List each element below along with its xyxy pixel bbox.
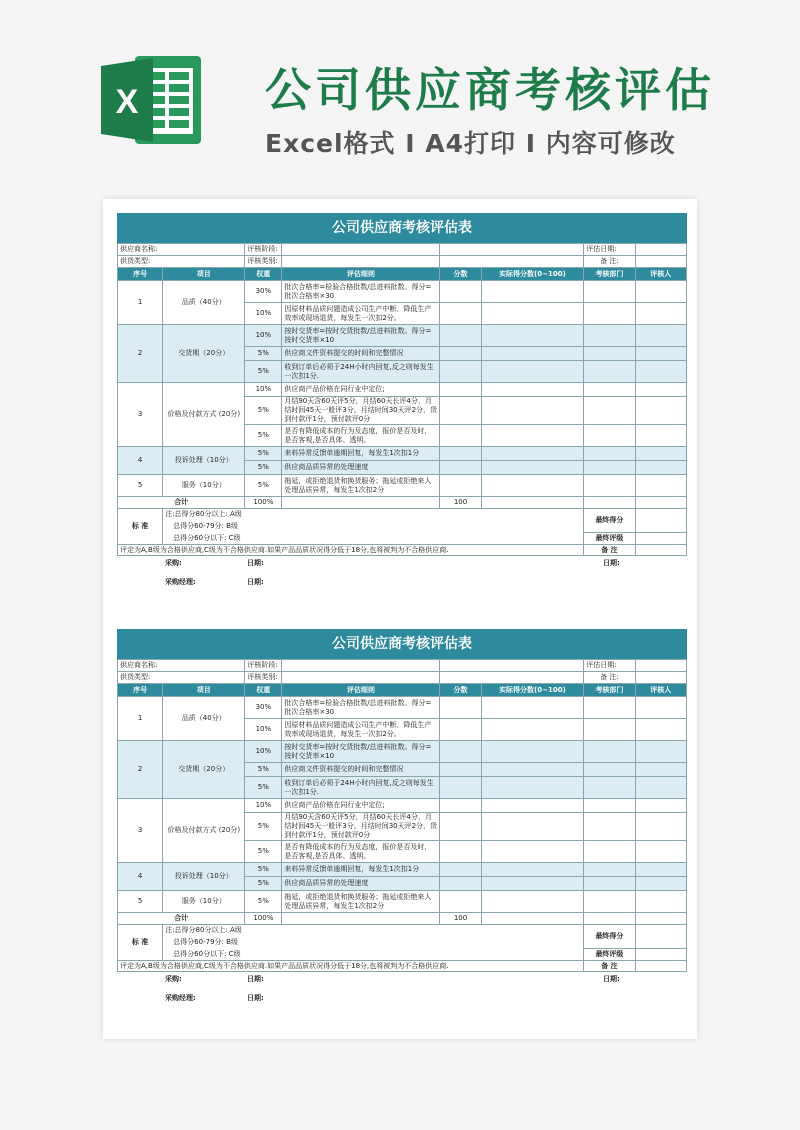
review-category-label: 评核类别:	[245, 672, 282, 684]
row-weight: 30%	[245, 281, 282, 303]
evaluation-form-2	[117, 629, 687, 1004]
score-cell[interactable]	[440, 397, 481, 425]
reviewer-cell[interactable]	[635, 813, 686, 841]
row-weight: 5%	[245, 475, 282, 497]
dept-cell[interactable]	[584, 361, 635, 383]
date-label: 日期:	[247, 578, 264, 586]
actual-score-cell[interactable]	[481, 425, 584, 447]
standard-line-c: 总得分60分以下: C级	[163, 949, 584, 961]
row-weight: 5%	[245, 447, 282, 461]
blank-cell	[635, 913, 686, 925]
eval-date-value[interactable]	[635, 660, 686, 672]
reviewer-cell[interactable]	[635, 719, 686, 741]
blank-cell[interactable]	[440, 256, 584, 268]
row-weight: 10%	[245, 799, 282, 813]
row-number: 2	[118, 741, 163, 799]
row-criteria: 是否有降低成本的行为及态度，报价是否及时，是否客观,是否具体、透明。	[282, 425, 440, 447]
total-weight: 100%	[245, 497, 282, 509]
reviewer-cell[interactable]	[635, 425, 686, 447]
date-label: 日期:	[247, 559, 264, 567]
table-row	[118, 697, 687, 719]
standard-line-b: 总得分60-79分: B级	[163, 937, 584, 949]
score-cell[interactable]	[440, 799, 481, 813]
remark-value[interactable]	[635, 545, 686, 556]
total-label: 合计	[118, 497, 245, 509]
row-criteria: 批次合格率=检验合格批数/总进料批数。得分=批次合格率×30	[282, 697, 440, 719]
score-cell[interactable]	[440, 361, 481, 383]
row-number: 5	[118, 891, 163, 913]
column-header: 评核人	[635, 684, 686, 697]
standard-line-b: 总得分60-79分: B级	[163, 521, 584, 533]
dept-cell[interactable]	[584, 741, 635, 763]
row-weight: 5%	[245, 425, 282, 447]
final-grade-label: 最终评级	[584, 949, 635, 961]
reviewer-cell[interactable]	[635, 475, 686, 497]
row-criteria: 因原材料品质问题造成公司生产中断、降低生产效率或现场退货，每发生一次扣2分。	[282, 719, 440, 741]
score-cell[interactable]	[440, 741, 481, 763]
supplier-name-label: 供应商名称:	[118, 660, 245, 672]
row-number: 5	[118, 475, 163, 497]
actual-score-cell[interactable]	[481, 741, 584, 763]
banner-title: 公司供应商考核评估	[265, 63, 715, 117]
row-weight: 30%	[245, 697, 282, 719]
review-stage-value[interactable]	[282, 244, 440, 256]
standard-note: 评定为A,B级为合格供应商,C级为不合格供应商.如果产品品质状况得分低于18分,也将被判为不合格供应商.	[118, 545, 584, 556]
standard-line-a: 注:总得分80分以上: A级	[163, 509, 584, 521]
purchase-manager-label: 采购经理:	[165, 578, 196, 586]
table-row	[118, 475, 687, 497]
actual-score-cell[interactable]	[481, 697, 584, 719]
total-row	[118, 913, 687, 925]
total-label: 合计	[118, 913, 245, 925]
final-score-value[interactable]	[635, 925, 686, 949]
remark-label: 备 注:	[584, 672, 635, 684]
row-number: 4	[118, 447, 163, 475]
purchase-manager-label: 采购经理:	[165, 994, 196, 1002]
score-cell[interactable]	[440, 863, 481, 877]
reviewer-cell[interactable]	[635, 325, 686, 347]
total-weight: 100%	[245, 913, 282, 925]
reviewer-cell[interactable]	[635, 799, 686, 813]
column-header: 项目	[163, 684, 245, 697]
review-stage-value[interactable]	[282, 660, 440, 672]
row-weight: 5%	[245, 347, 282, 361]
actual-score-cell[interactable]	[481, 813, 584, 841]
actual-score-cell[interactable]	[481, 719, 584, 741]
eval-date-label: 评估日期:	[584, 660, 635, 672]
total-score: 100	[440, 913, 481, 925]
column-header: 实际得分数(0~100)	[481, 684, 584, 697]
column-header: 分数	[440, 684, 481, 697]
remark-value[interactable]	[635, 256, 686, 268]
actual-score-cell[interactable]	[481, 863, 584, 877]
signature-row-2	[117, 575, 687, 588]
date-label: 日期:	[247, 994, 264, 1002]
score-cell[interactable]	[440, 777, 481, 799]
remark-value[interactable]	[635, 961, 686, 972]
actual-score-cell[interactable]	[481, 763, 584, 777]
row-criteria: 是否有降低成本的行为及态度，报价是否及时，是否客观,是否具体、透明。	[282, 841, 440, 863]
row-criteria: 收到订单后必须于24H小时内回复,反之则每发生一次扣1分.	[282, 777, 440, 799]
row-item: 投诉处理（10分）	[163, 863, 245, 891]
reviewer-cell[interactable]	[635, 383, 686, 397]
dept-cell[interactable]	[584, 813, 635, 841]
row-weight: 10%	[245, 741, 282, 763]
dept-cell[interactable]	[584, 383, 635, 397]
score-cell[interactable]	[440, 425, 481, 447]
table-row	[118, 281, 687, 303]
table-row	[118, 383, 687, 397]
final-score-label: 最终得分	[584, 925, 635, 949]
actual-score-cell[interactable]	[481, 461, 584, 475]
evaluation-table	[117, 243, 687, 556]
score-cell[interactable]	[440, 383, 481, 397]
column-header: 项目	[163, 268, 245, 281]
reviewer-cell[interactable]	[635, 841, 686, 863]
row-weight: 5%	[245, 891, 282, 913]
date-label: 日期:	[247, 975, 264, 983]
blank-cell	[584, 913, 635, 925]
dept-cell[interactable]	[584, 777, 635, 799]
column-header: 权重	[245, 684, 282, 697]
final-grade-value[interactable]	[635, 533, 686, 545]
standard-label: 标 准	[118, 925, 163, 961]
score-cell[interactable]	[440, 447, 481, 461]
review-stage-label: 评核阶段:	[245, 660, 282, 672]
column-header: 实际得分数(0~100)	[481, 268, 584, 281]
actual-score-cell[interactable]	[481, 303, 584, 325]
reviewer-cell[interactable]	[635, 461, 686, 475]
blank-cell	[584, 497, 635, 509]
review-category-value[interactable]	[282, 672, 440, 684]
svg-text:X: X	[115, 83, 139, 121]
table-row	[118, 799, 687, 813]
signature-row	[117, 556, 687, 569]
score-cell[interactable]	[440, 719, 481, 741]
actual-score-cell[interactable]	[481, 347, 584, 361]
column-header: 分数	[440, 268, 481, 281]
dept-cell[interactable]	[584, 347, 635, 361]
score-cell[interactable]	[440, 475, 481, 497]
reviewer-cell[interactable]	[635, 303, 686, 325]
row-criteria: 拖延，或拒绝退货和换货服务；拖延或拒绝来人处理品质异常，每发生1次扣2分	[282, 891, 440, 913]
row-number: 3	[118, 799, 163, 863]
standard-line-a: 注:总得分80分以上: A级	[163, 925, 584, 937]
total-score: 100	[440, 497, 481, 509]
actual-score-cell[interactable]	[481, 361, 584, 383]
reviewer-cell[interactable]	[635, 697, 686, 719]
final-grade-label: 最终评级	[584, 533, 635, 545]
row-criteria: 按时交货率=按时交货批数/总进料批数。得分=按时交货率×10	[282, 325, 440, 347]
table-row	[118, 891, 687, 913]
purchase-label: 采购:	[165, 975, 182, 983]
row-criteria: 来料异常反馈单逾期回复，每发生1次扣1分	[282, 863, 440, 877]
row-weight: 5%	[245, 763, 282, 777]
blank-cell[interactable]	[440, 660, 584, 672]
row-weight: 5%	[245, 813, 282, 841]
final-grade-value[interactable]	[635, 949, 686, 961]
reviewer-cell[interactable]	[635, 347, 686, 361]
row-item: 服务（10分）	[163, 891, 245, 913]
score-cell[interactable]	[440, 303, 481, 325]
remark-label: 备 注:	[584, 256, 635, 268]
supplier-name-label: 供应商名称:	[118, 244, 245, 256]
actual-score-cell[interactable]	[481, 891, 584, 913]
actual-score-cell[interactable]	[481, 383, 584, 397]
score-cell[interactable]	[440, 461, 481, 475]
dept-cell[interactable]	[584, 447, 635, 461]
table-row	[118, 741, 687, 763]
row-number: 1	[118, 281, 163, 325]
dept-cell[interactable]	[584, 461, 635, 475]
reviewer-cell[interactable]	[635, 877, 686, 891]
dept-cell[interactable]	[584, 891, 635, 913]
score-cell[interactable]	[440, 697, 481, 719]
row-criteria: 供应商文件资料提交的时间和完整情况	[282, 763, 440, 777]
dept-cell[interactable]	[584, 397, 635, 425]
reviewer-cell[interactable]	[635, 863, 686, 877]
actual-score-cell[interactable]	[481, 447, 584, 461]
actual-score-cell[interactable]	[481, 799, 584, 813]
row-criteria: 批次合格率=检验合格批数/总进料批数。得分=批次合格率×30	[282, 281, 440, 303]
row-weight: 10%	[245, 383, 282, 397]
remark-label: 备 注	[584, 961, 635, 972]
blank-cell	[282, 497, 440, 509]
dept-cell[interactable]	[584, 863, 635, 877]
row-criteria: 因原材料品质问题造成公司生产中断、降低生产效率或现场退货，每发生一次扣2分。	[282, 303, 440, 325]
dept-cell[interactable]	[584, 763, 635, 777]
blank-cell	[282, 913, 440, 925]
date-label-right: 日期:	[603, 975, 620, 983]
reviewer-cell[interactable]	[635, 361, 686, 383]
row-item: 服务（10分）	[163, 475, 245, 497]
signature-row-2	[117, 991, 687, 1004]
signature-row	[117, 972, 687, 985]
eval-date-value[interactable]	[635, 244, 686, 256]
row-weight: 5%	[245, 863, 282, 877]
reviewer-cell[interactable]	[635, 891, 686, 913]
actual-score-cell[interactable]	[481, 841, 584, 863]
table-row	[118, 863, 687, 877]
score-cell[interactable]	[440, 325, 481, 347]
row-weight: 5%	[245, 777, 282, 799]
score-cell[interactable]	[440, 891, 481, 913]
column-header: 权重	[245, 268, 282, 281]
row-criteria: 月结90天含60天评5分，月结60天长评4分，月结时间45天一般评3分，月结时间30天评2分，货到付款评1分，预付款评0分	[282, 813, 440, 841]
reviewer-cell[interactable]	[635, 763, 686, 777]
dept-cell[interactable]	[584, 841, 635, 863]
reviewer-cell[interactable]	[635, 281, 686, 303]
actual-score-cell[interactable]	[481, 877, 584, 891]
standard-label: 标 准	[118, 509, 163, 545]
row-item: 品质（40分）	[163, 281, 245, 325]
standard-note: 评定为A,B级为合格供应商,C级为不合格供应商.如果产品品质状况得分低于18分,也将被判为不合格供应商.	[118, 961, 584, 972]
supply-type-label: 供货类型:	[118, 256, 245, 268]
evaluation-form-1	[117, 213, 687, 588]
row-criteria: 拖延，或拒绝退货和换货服务；拖延或拒绝来人处理品质异常，每发生1次扣2分	[282, 475, 440, 497]
blank-cell[interactable]	[440, 672, 584, 684]
row-item: 交货期（20分）	[163, 325, 245, 383]
row-criteria: 供应商文件资料提交的时间和完整情况	[282, 347, 440, 361]
dept-cell[interactable]	[584, 475, 635, 497]
row-criteria: 收到订单后必须于24H小时内回复,反之则每发生一次扣1分.	[282, 361, 440, 383]
column-header: 评估细则	[282, 684, 440, 697]
total-actual[interactable]	[481, 913, 584, 925]
actual-score-cell[interactable]	[481, 777, 584, 799]
row-criteria: 供应商产品价格在同行业中定位;	[282, 799, 440, 813]
column-header: 考核部门	[584, 684, 635, 697]
actual-score-cell[interactable]	[481, 475, 584, 497]
row-number: 2	[118, 325, 163, 383]
column-header: 评核人	[635, 268, 686, 281]
row-item: 品质（40分）	[163, 697, 245, 741]
dept-cell[interactable]	[584, 799, 635, 813]
row-weight: 5%	[245, 841, 282, 863]
form-title: 公司供应商考核评估表	[117, 629, 687, 659]
row-weight: 10%	[245, 325, 282, 347]
row-item: 价格及付款方式 (20分)	[163, 383, 245, 447]
dept-cell[interactable]	[584, 325, 635, 347]
date-label-right: 日期:	[603, 559, 620, 567]
review-stage-label: 评核阶段:	[245, 244, 282, 256]
final-score-label: 最终得分	[584, 509, 635, 533]
banner	[0, 0, 800, 180]
blank-cell	[635, 497, 686, 509]
score-cell[interactable]	[440, 877, 481, 891]
actual-score-cell[interactable]	[481, 397, 584, 425]
total-row	[118, 497, 687, 509]
remark-value[interactable]	[635, 672, 686, 684]
dept-cell[interactable]	[584, 303, 635, 325]
row-weight: 5%	[245, 877, 282, 891]
row-weight: 10%	[245, 303, 282, 325]
reviewer-cell[interactable]	[635, 741, 686, 763]
row-item: 投诉处理（10分）	[163, 447, 245, 475]
review-category-value[interactable]	[282, 256, 440, 268]
score-cell[interactable]	[440, 763, 481, 777]
score-cell[interactable]	[440, 347, 481, 361]
row-criteria: 供应商品质异常的处理速度	[282, 461, 440, 475]
row-criteria: 来料异常反馈单逾期回复，每发生1次扣1分	[282, 447, 440, 461]
row-item: 交货期（20分）	[163, 741, 245, 799]
purchase-label: 采购:	[165, 559, 182, 567]
column-header: 序号	[118, 268, 163, 281]
row-criteria: 月结90天含60天评5分，月结60天长评4分，月结时间45天一般评3分，月结时间30天评2分，货到付款评1分，预付款评0分	[282, 397, 440, 425]
dept-cell[interactable]	[584, 877, 635, 891]
table-row	[118, 447, 687, 461]
row-weight: 5%	[245, 397, 282, 425]
total-actual[interactable]	[481, 497, 584, 509]
actual-score-cell[interactable]	[481, 325, 584, 347]
row-weight: 5%	[245, 361, 282, 383]
reviewer-cell[interactable]	[635, 777, 686, 799]
row-weight: 5%	[245, 461, 282, 475]
row-number: 1	[118, 697, 163, 741]
row-number: 3	[118, 383, 163, 447]
final-score-value[interactable]	[635, 509, 686, 533]
score-cell[interactable]	[440, 281, 481, 303]
banner-subtitle: Excel格式 I A4打印 I 内容可修改	[265, 129, 676, 158]
dept-cell[interactable]	[584, 697, 635, 719]
row-weight: 10%	[245, 719, 282, 741]
eval-date-label: 评估日期:	[584, 244, 635, 256]
row-criteria: 供应商产品价格在同行业中定位;	[282, 383, 440, 397]
score-cell[interactable]	[440, 841, 481, 863]
column-header: 评估细则	[282, 268, 440, 281]
standard-line-c: 总得分60分以下: C级	[163, 533, 584, 545]
row-number: 4	[118, 863, 163, 891]
paper-sheet	[103, 199, 697, 1039]
reviewer-cell[interactable]	[635, 447, 686, 461]
row-criteria: 供应商品质异常的处理速度	[282, 877, 440, 891]
blank-cell[interactable]	[440, 244, 584, 256]
supply-type-label: 供货类型:	[118, 672, 245, 684]
actual-score-cell[interactable]	[481, 281, 584, 303]
review-category-label: 评核类别:	[245, 256, 282, 268]
reviewer-cell[interactable]	[635, 397, 686, 425]
form-title: 公司供应商考核评估表	[117, 213, 687, 243]
row-item: 价格及付款方式 (20分)	[163, 799, 245, 863]
evaluation-table	[117, 659, 687, 972]
row-criteria: 按时交货率=按时交货批数/总进料批数。得分=按时交货率×10	[282, 741, 440, 763]
column-header: 考核部门	[584, 268, 635, 281]
dept-cell[interactable]	[584, 281, 635, 303]
score-cell[interactable]	[440, 813, 481, 841]
dept-cell[interactable]	[584, 425, 635, 447]
remark-label: 备 注	[584, 545, 635, 556]
column-header: 序号	[118, 684, 163, 697]
dept-cell[interactable]	[584, 719, 635, 741]
excel-logo-icon	[97, 50, 207, 150]
table-row	[118, 325, 687, 347]
